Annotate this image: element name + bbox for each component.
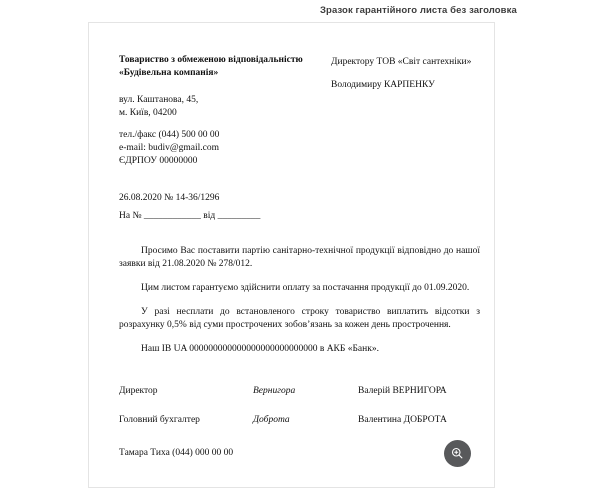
recipient-line2: Володимиру КАРПЕНКУ <box>331 80 435 90</box>
reference-outgoing: 26.08.2020 № 14-36/1296 <box>119 193 220 203</box>
sender-email: e-mail: budiv@gmail.com <box>119 143 220 153</box>
sender-address-line2: м. Київ, 04200 <box>119 108 177 118</box>
recipient-line1: Директору ТОВ «Світ сантехніки» <box>331 57 472 67</box>
magnifier-plus-icon <box>450 446 465 461</box>
signature-block <box>119 385 480 443</box>
sender-edrpou: ЄДРПОУ 00000000 <box>119 156 198 166</box>
body-paragraph: Просимо Вас поставити партію санітарно-технічної продукції відповідно до нашої заявки від 21.08.2020 № 278/012. <box>119 246 480 269</box>
signature-handwritten: Доброта <box>253 415 290 425</box>
signature-handwritten: Вернигора <box>253 386 296 396</box>
body-paragraph: У разі несплати до встановленого строку товариство виплатить відсотки з розрахунку 0,5% від суми прострочених зобов’язань за кожен день прострочення. <box>119 307 480 330</box>
sender-address <box>119 94 198 120</box>
body-paragraph: Наш ІВ UA 000000000000000000000000000 в АКБ «Банк». <box>141 344 379 354</box>
signature-full-name: Валерій ВЕРНИГОРА <box>358 386 447 396</box>
signature-full-name: Валентина ДОБРОТА <box>358 415 447 425</box>
executor-line: Тамара Тиха (044) 000 00 00 <box>119 448 234 458</box>
sender-name-line2: «Будівельна компанія» <box>119 68 219 78</box>
page-title: Зразок гарантійного листа без заголовка <box>320 5 517 16</box>
sender-name <box>119 54 337 80</box>
letter-body <box>119 245 480 367</box>
signature-position: Головний бухгалтер <box>119 415 200 425</box>
signature-position: Директор <box>119 386 158 396</box>
document-page <box>88 22 495 488</box>
zoom-in-button[interactable] <box>444 440 471 467</box>
signature-row <box>119 414 480 443</box>
sender-contact <box>119 129 219 168</box>
reference-incoming: На № ____________ від _________ <box>119 211 261 221</box>
recipient-block <box>331 56 491 92</box>
signature-row <box>119 385 480 414</box>
sender-name-line1: Товариство з обмеженою відповідальністю <box>119 55 303 65</box>
sender-address-line1: вул. Каштанова, 45, <box>119 95 199 105</box>
body-paragraph: Цим листом гарантуємо здійснити оплату за постачання продукції до 01.09.2020. <box>141 283 470 293</box>
sender-phone: тел./факс (044) 500 00 00 <box>119 130 220 140</box>
